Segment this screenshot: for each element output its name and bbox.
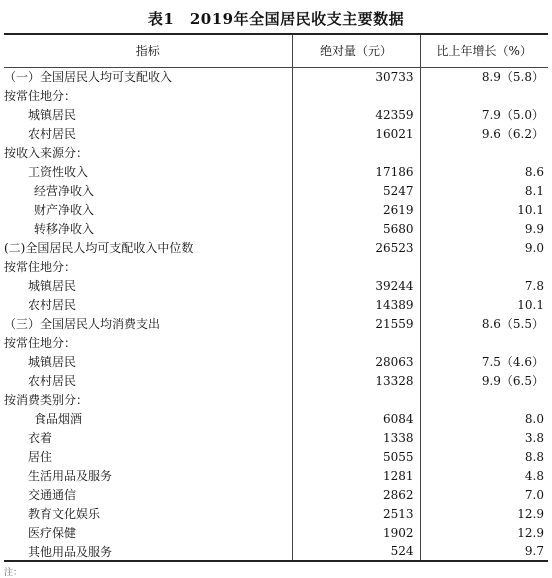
row-indicator: 医疗保健 [28,526,77,540]
row-absolute-value: 14389 [292,295,420,314]
row-growth-rate: 8.6 [420,162,548,181]
row-absolute-value: 30733 [292,67,420,86]
row-absolute-value: 16021 [292,124,420,143]
table-row [4,162,548,181]
table-row [4,352,548,371]
table-row [4,409,548,428]
table-row [4,447,548,466]
table-body [4,67,548,561]
row-indicator: （三）全国居民人均消费支出 [4,317,161,331]
row-absolute-value [292,143,420,162]
table-title: 表1 2019年全国居民收支主要数据 [147,10,405,28]
row-growth-rate: 7.9（5.0） [420,105,548,124]
row-indicator: (二)全国居民人均可支配收入中位数 [4,241,194,255]
row-growth-rate [420,86,548,105]
row-indicator: 经营净收入 [34,184,95,198]
table-row [4,504,548,523]
row-indicator: 按收入来源分： [4,146,89,160]
row-absolute-value: 1902 [292,523,420,542]
table-row [4,466,548,485]
row-indicator: 按常住地分： [4,260,77,274]
row-growth-rate: 9.9 [420,219,548,238]
row-indicator: 农村居民 [28,374,77,388]
row-growth-rate: 9.6（6.2） [420,124,548,143]
table-row [4,86,548,105]
row-absolute-value: 28063 [292,352,420,371]
row-indicator: 教育文化娱乐 [28,507,101,521]
row-absolute-value: 5247 [292,181,420,200]
row-growth-rate: 8.6（5.5） [420,314,548,333]
table-row [4,542,548,561]
row-indicator: 农村居民 [28,298,77,312]
data-table [4,33,548,562]
row-growth-rate: 9.0 [420,238,548,257]
row-indicator: （一）全国居民人均可支配收入 [4,70,173,85]
row-indicator: 财产净收入 [34,203,95,217]
row-absolute-value: 1281 [292,466,420,485]
table-header [4,34,548,67]
table-row [4,276,548,295]
table-row [4,333,548,352]
row-indicator: 城镇居民 [28,279,77,293]
row-growth-rate: 8.9（5.8） [420,67,548,86]
row-indicator: 工资性收入 [28,165,89,179]
row-indicator: 居住 [28,450,53,464]
row-absolute-value: 2513 [292,504,420,523]
header-indicator: 指标 [4,34,292,67]
table-row [4,371,548,390]
header-row [4,34,548,67]
row-absolute-value: 17186 [292,162,420,181]
footnote: 注： [4,568,23,578]
row-indicator: 生活用品及服务 [28,469,113,483]
row-growth-rate: 10.1 [420,295,548,314]
row-indicator: 其他用品及服务 [4,542,292,561]
row-indicator: 衣着 [28,431,53,445]
row-absolute-value: 42359 [292,105,420,124]
row-absolute-value: 5055 [292,447,420,466]
row-indicator: 食品烟酒 [34,412,83,426]
row-absolute-value [292,333,420,352]
row-growth-rate: 4.8 [420,466,548,485]
row-absolute-value: 2619 [292,200,420,219]
row-indicator: 城镇居民 [28,108,77,122]
row-indicator: 农村居民 [28,127,77,141]
table-row [4,143,548,162]
header-growth-rate: 比上年增长（%） [420,34,548,67]
row-absolute-value [292,390,420,409]
header-absolute-value: 绝对量（元） [292,34,420,67]
table-row [4,295,548,314]
row-absolute-value: 39244 [292,276,420,295]
table-row [4,314,548,333]
row-indicator: 按消费类别分： [4,393,89,407]
table-row [4,200,548,219]
row-indicator: 交通通信 [28,488,77,502]
row-indicator: 按常住地分： [4,336,77,350]
row-growth-rate [420,390,548,409]
table-row [4,67,548,86]
row-absolute-value [292,86,420,105]
row-indicator: 按常住地分： [4,89,77,103]
row-absolute-value: 21559 [292,314,420,333]
row-absolute-value: 5680 [292,219,420,238]
row-growth-rate [420,143,548,162]
row-growth-rate: 8.8 [420,447,548,466]
row-growth-rate: 9.9（6.5） [420,371,548,390]
table-row [4,257,548,276]
table-row [4,428,548,447]
row-growth-rate: 7.0 [420,485,548,504]
row-indicator: 城镇居民 [28,355,77,369]
row-growth-rate: 9.7 [420,542,548,561]
row-growth-rate: 12.9 [420,523,548,542]
row-absolute-value: 13328 [292,371,420,390]
row-growth-rate [420,257,548,276]
row-indicator: 转移净收入 [34,222,95,236]
row-growth-rate: 7.5（4.6） [420,352,548,371]
table-row [4,181,548,200]
table-row [4,219,548,238]
table-row [4,523,548,542]
row-growth-rate: 8.0 [420,409,548,428]
table-row [4,390,548,409]
table-row [4,124,548,143]
row-growth-rate [420,333,548,352]
row-absolute-value [292,257,420,276]
table-row [4,485,548,504]
table-row [4,105,548,124]
table-row [4,238,548,257]
row-growth-rate: 12.9 [420,504,548,523]
row-absolute-value: 524 [292,542,420,561]
row-absolute-value: 26523 [292,238,420,257]
row-growth-rate: 10.1 [420,200,548,219]
row-growth-rate: 7.8 [420,276,548,295]
row-growth-rate: 3.8 [420,428,548,447]
row-growth-rate: 8.1 [420,181,548,200]
row-absolute-value: 2862 [292,485,420,504]
row-absolute-value: 6084 [292,409,420,428]
row-absolute-value: 1338 [292,428,420,447]
